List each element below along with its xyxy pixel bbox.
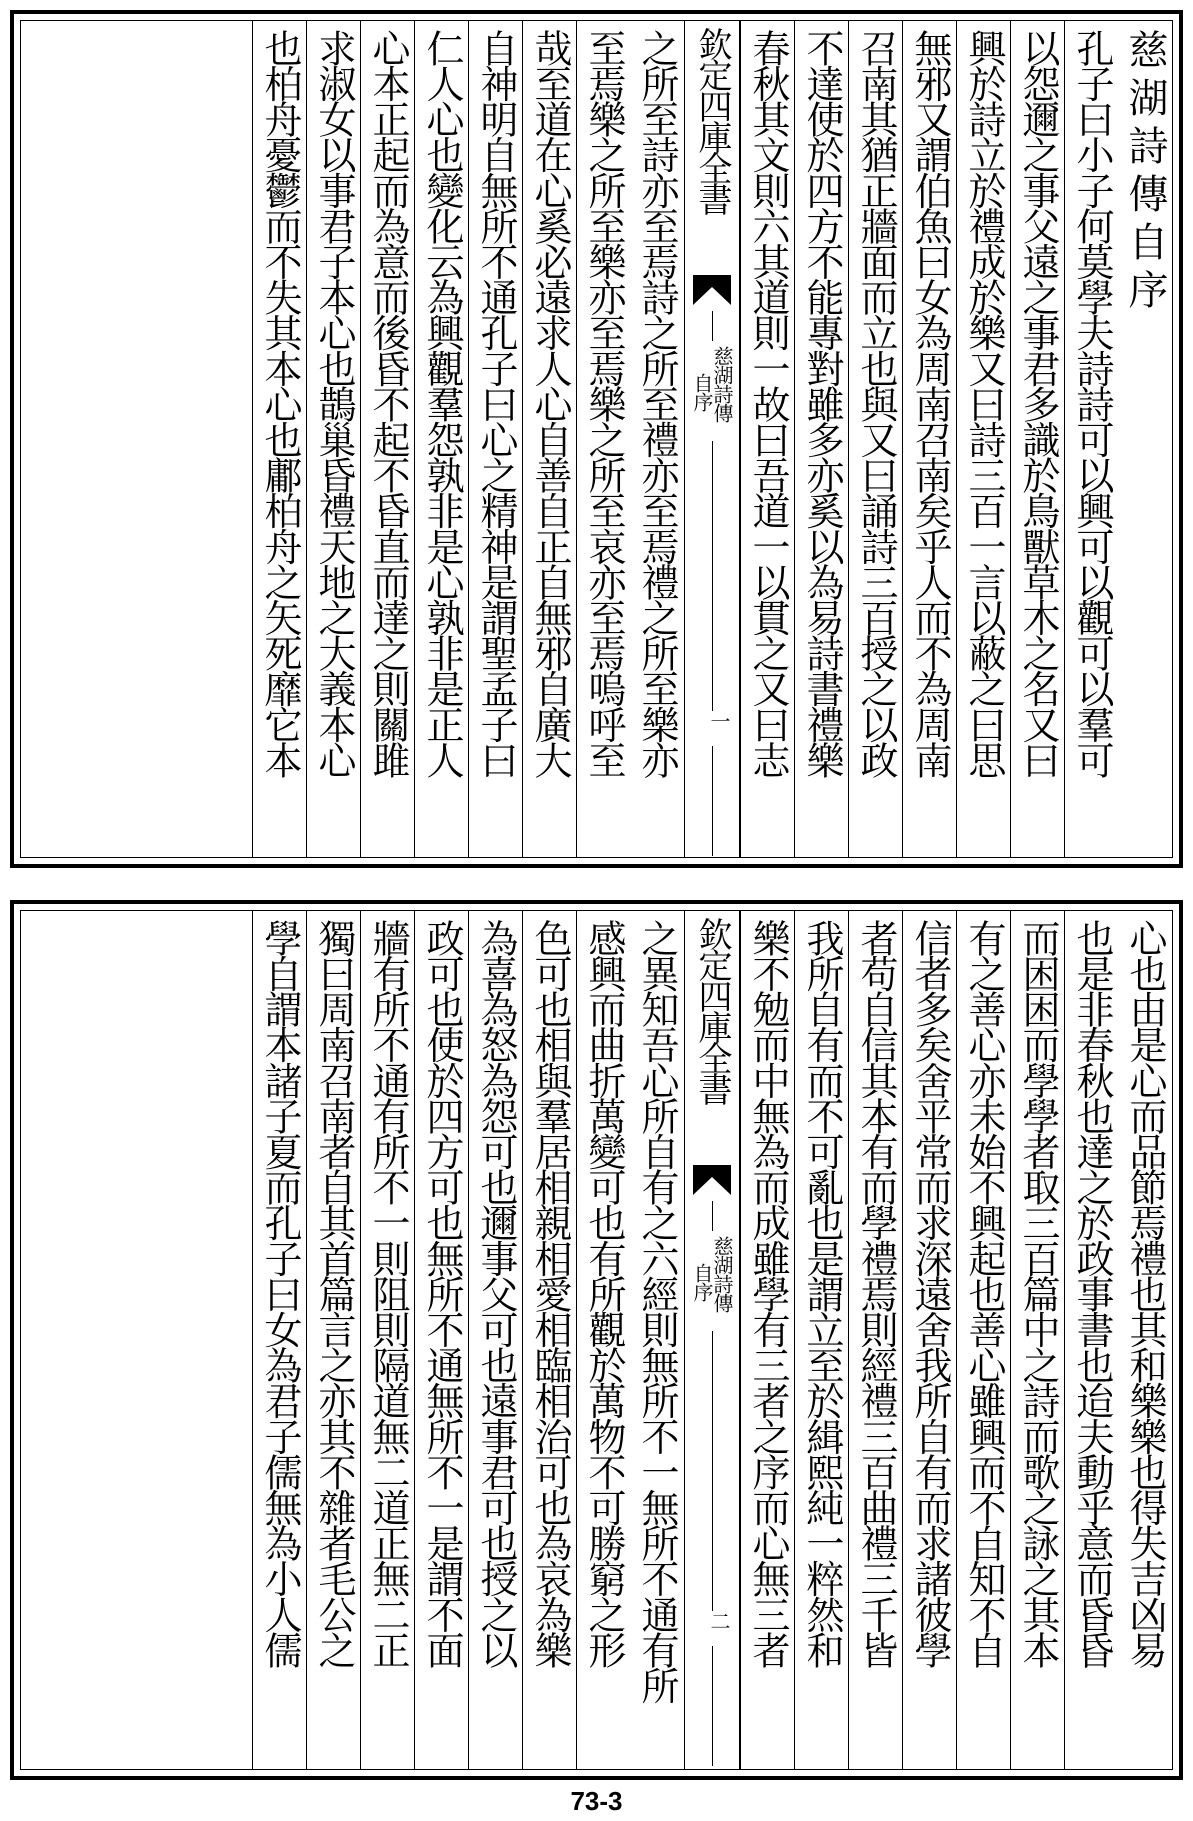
- text-column: 自神明自無所不通孔子曰心之精神是謂聖孟子曰: [468, 21, 522, 857]
- text-column: 心也由是心而品節焉禮也其和樂樂也得失吉凶易: [1123, 919, 1167, 1667]
- library-title: 欽定四庫全書: [692, 917, 732, 1103]
- spine-line: [712, 746, 713, 856]
- text-column: 至焉樂之所至樂亦至焉樂之所至哀亦至焉嗚呼至: [576, 21, 630, 857]
- text-column: 色可也相與羣居相親相愛相臨相治可也為哀為樂: [522, 911, 576, 1769]
- top-title-column: [1118, 21, 1172, 857]
- text-column: 政可也使於四方可也無所不通無所不一是謂不面: [414, 911, 468, 1769]
- text-column: 孔子曰小子何莫學夫詩詩可以興可以觀可以羣可: [1064, 21, 1118, 857]
- library-title: 欽定四庫全書: [692, 27, 732, 213]
- spine-line: [712, 311, 713, 341]
- top-page: [10, 10, 1183, 868]
- text-column: 以怨邇之事父遠之事君多識於鳥獸草木之名又曰: [1010, 21, 1064, 857]
- spine-book-title: 慈湖詩傳: [710, 346, 734, 422]
- text-column: 之所至詩亦至焉詩之所至禮亦至焉禮之所至樂亦: [635, 29, 679, 777]
- spine-section: 自序: [690, 373, 714, 411]
- spine-book-title: 慈湖詩傳: [710, 1236, 734, 1312]
- text-column: 信者多矣舍平常而求深遠舍我所自有而求諸彼學: [902, 911, 956, 1769]
- text-column: 為喜為怒為怨可也邇事父可也遠事君可也授之以: [468, 911, 522, 1769]
- document-title: 慈湖詩傳自序: [1122, 29, 1168, 317]
- text-column: 不達使於四方不能專對雖多亦奚以為易詩書禮樂: [794, 21, 848, 857]
- text-column: 也是非春秋也達之於政事書也迨夫動乎意而昏昏: [1064, 911, 1118, 1769]
- text-column: 心本正起而為意而後昏不起不昏直而達之則關雎: [360, 21, 414, 857]
- text-column: 召南其猶正牆面而立也與又曰誦詩三百授之以政: [848, 21, 902, 857]
- spine-line: [712, 1331, 713, 1611]
- text-column: 獨曰周南召南者自其首篇言之亦其不雜者毛公之: [306, 911, 360, 1769]
- text-column: 也柏舟憂鬱而不失其本心也鄘柏舟之矢死靡它本: [252, 21, 306, 857]
- spine-section: 自序: [690, 1263, 714, 1301]
- text-column: 有之善心亦未始不興起也善心雖興而不自知不自: [956, 911, 1010, 1769]
- text-column: 哉至道在心奚必遠求人心自善自正自無邪自廣大: [522, 21, 576, 857]
- top-page-inner-frame: [20, 20, 1173, 858]
- bottom-page: [10, 900, 1183, 1780]
- text-column: 無邪又謂伯魚曰女為周南召南矣乎人而不為周南: [902, 21, 956, 857]
- bottom-page-inner-frame: [20, 910, 1173, 1770]
- spine-line: [712, 1201, 713, 1231]
- text-column: 而困困而學學者取三百篇中之詩而歌之詠之其本: [1010, 911, 1064, 1769]
- fish-tail-mark-icon: [693, 1165, 731, 1195]
- spine-page-number: 一: [707, 711, 731, 731]
- fish-tail-mark-icon: [693, 275, 731, 305]
- text-column: 者苟自信其本有而學禮焉則經禮三百曲禮三千皆: [848, 911, 902, 1769]
- text-column: 感興而曲折萬變可也有所觀於萬物不可勝窮之形: [576, 911, 630, 1769]
- spine-line: [712, 441, 713, 711]
- spine-line: [712, 1646, 713, 1766]
- text-column: 春秋其文則六其道則一故曰吾道一以貫之又曰志: [740, 21, 794, 857]
- text-column: 求淑女以事君子本心也鵲巢昏禮天地之大義本心: [306, 21, 360, 857]
- text-column: 之異知吾心所自有之六經則無所不一無所不通有所: [635, 919, 679, 1703]
- text-column: 我所自有而不可亂也是謂立至於緝熙純一粹然和: [794, 911, 848, 1769]
- spine-page-number: 二: [707, 1611, 731, 1631]
- text-column: 學自謂本諸子夏而孔子曰女為君子儒無為小人儒: [252, 911, 306, 1769]
- text-column: 仁人心也變化云為興觀羣怨孰非是心孰非是正人: [414, 21, 468, 857]
- bottom-page-spine: [684, 911, 740, 1769]
- text-column: 興於詩立於禮成於樂又曰詩三百一言以蔽之曰思: [956, 21, 1010, 857]
- text-column: 樂不勉而中無為而成雖學有三者之序而心無三者: [740, 911, 794, 1769]
- text-column: 牆有所不通有所不一則阻則隔道無二道正無二正: [360, 911, 414, 1769]
- page-number: 73-3: [570, 1786, 623, 1816]
- top-page-spine: [684, 21, 740, 857]
